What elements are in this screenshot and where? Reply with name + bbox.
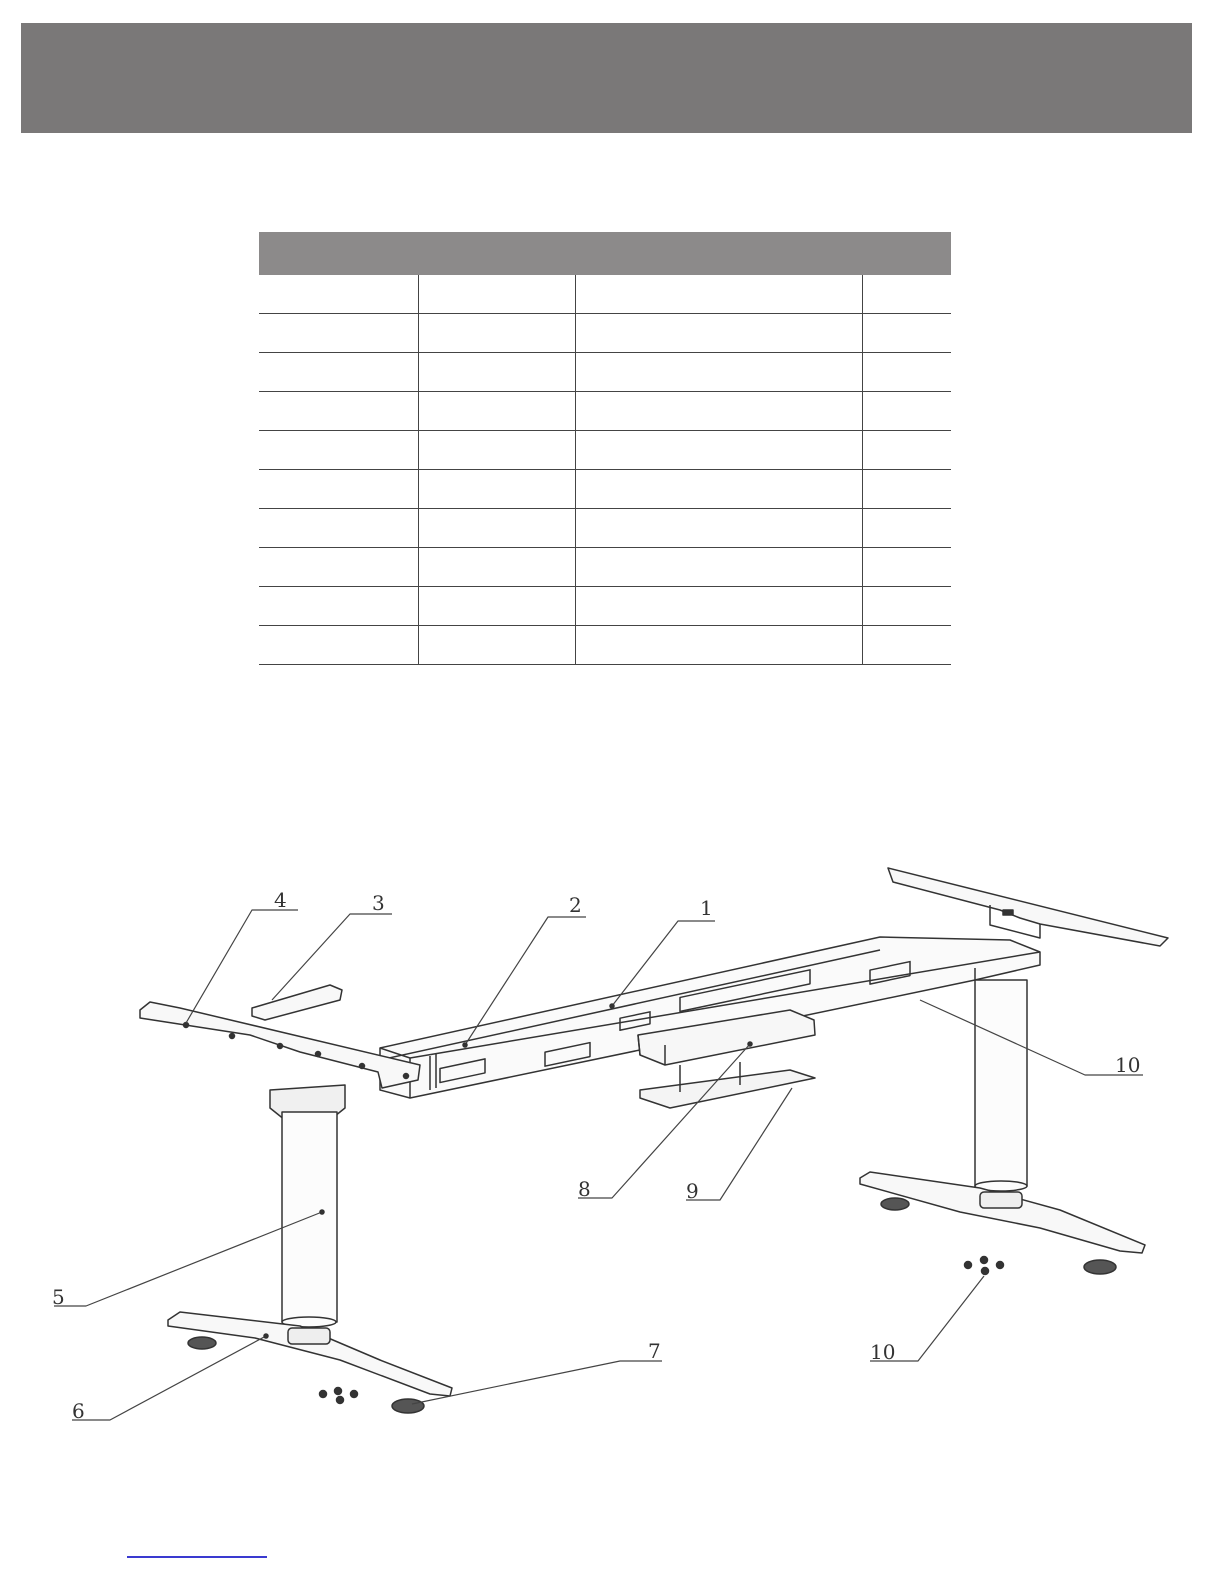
table-cell bbox=[863, 353, 951, 391]
table-cell bbox=[576, 626, 863, 664]
table-cell bbox=[419, 275, 576, 313]
table-cell bbox=[863, 314, 951, 352]
parts-table bbox=[259, 232, 951, 665]
table-cell bbox=[863, 275, 951, 313]
table-cell bbox=[419, 392, 576, 430]
table-cell bbox=[419, 548, 576, 586]
callout-4: 4 bbox=[274, 888, 287, 912]
callout-1: 1 bbox=[700, 896, 713, 920]
table-cell bbox=[576, 314, 863, 352]
table-cell bbox=[576, 548, 863, 586]
table-row bbox=[259, 548, 951, 587]
table-cell bbox=[259, 353, 419, 391]
callout-8: 8 bbox=[578, 1177, 591, 1201]
callout-9: 9 bbox=[686, 1179, 699, 1203]
desk-frame-exploded-diagram bbox=[0, 840, 1224, 1460]
table-cell bbox=[863, 431, 951, 469]
right-top-bracket bbox=[888, 868, 1168, 946]
table-cell bbox=[576, 509, 863, 547]
table-cell bbox=[259, 626, 419, 664]
parts-table-header bbox=[259, 232, 951, 275]
table-cell bbox=[419, 509, 576, 547]
table-cell bbox=[576, 392, 863, 430]
table-cell bbox=[576, 353, 863, 391]
table-row bbox=[259, 275, 951, 314]
table-row bbox=[259, 587, 951, 626]
table-cell bbox=[419, 353, 576, 391]
table-cell bbox=[419, 431, 576, 469]
callout-5: 5 bbox=[52, 1285, 65, 1309]
table-cell bbox=[863, 509, 951, 547]
callout-10-top: 10 bbox=[1115, 1053, 1141, 1077]
table-cell bbox=[259, 314, 419, 352]
table-cell bbox=[863, 392, 951, 430]
table-cell bbox=[419, 470, 576, 508]
table-cell bbox=[259, 587, 419, 625]
left-screws bbox=[320, 1388, 358, 1404]
table-cell bbox=[259, 431, 419, 469]
table-row bbox=[259, 392, 951, 431]
table-cell bbox=[259, 392, 419, 430]
table-row bbox=[259, 353, 951, 392]
table-row bbox=[259, 626, 951, 665]
left-leg-column bbox=[270, 1085, 345, 1327]
footer-link-underline[interactable] bbox=[127, 1556, 267, 1558]
table-cell bbox=[259, 275, 419, 313]
table-cell bbox=[419, 626, 576, 664]
crossbar-beam bbox=[380, 937, 1040, 1098]
callout-3: 3 bbox=[372, 891, 385, 915]
side-bracket-piece bbox=[252, 985, 342, 1020]
table-cell bbox=[863, 626, 951, 664]
callout-2: 2 bbox=[569, 893, 582, 917]
table-cell bbox=[259, 509, 419, 547]
table-cell bbox=[863, 548, 951, 586]
table-cell bbox=[419, 314, 576, 352]
right-leg-column bbox=[975, 980, 1027, 1191]
table-cell bbox=[576, 587, 863, 625]
table-cell bbox=[259, 548, 419, 586]
right-screws bbox=[965, 1257, 1004, 1275]
table-cell bbox=[576, 431, 863, 469]
table-cell bbox=[863, 587, 951, 625]
callout-7: 7 bbox=[648, 1339, 661, 1363]
callout-10-bottom: 10 bbox=[870, 1340, 896, 1364]
parts-table-body bbox=[259, 275, 951, 665]
table-row bbox=[259, 314, 951, 353]
table-cell bbox=[576, 470, 863, 508]
table-cell bbox=[863, 470, 951, 508]
diagram-svg bbox=[0, 840, 1224, 1460]
table-cell bbox=[419, 587, 576, 625]
table-cell bbox=[259, 470, 419, 508]
table-cell bbox=[576, 275, 863, 313]
table-row bbox=[259, 509, 951, 548]
table-row bbox=[259, 431, 951, 470]
callout-6: 6 bbox=[72, 1399, 85, 1423]
table-row bbox=[259, 470, 951, 509]
header-banner bbox=[21, 23, 1192, 133]
